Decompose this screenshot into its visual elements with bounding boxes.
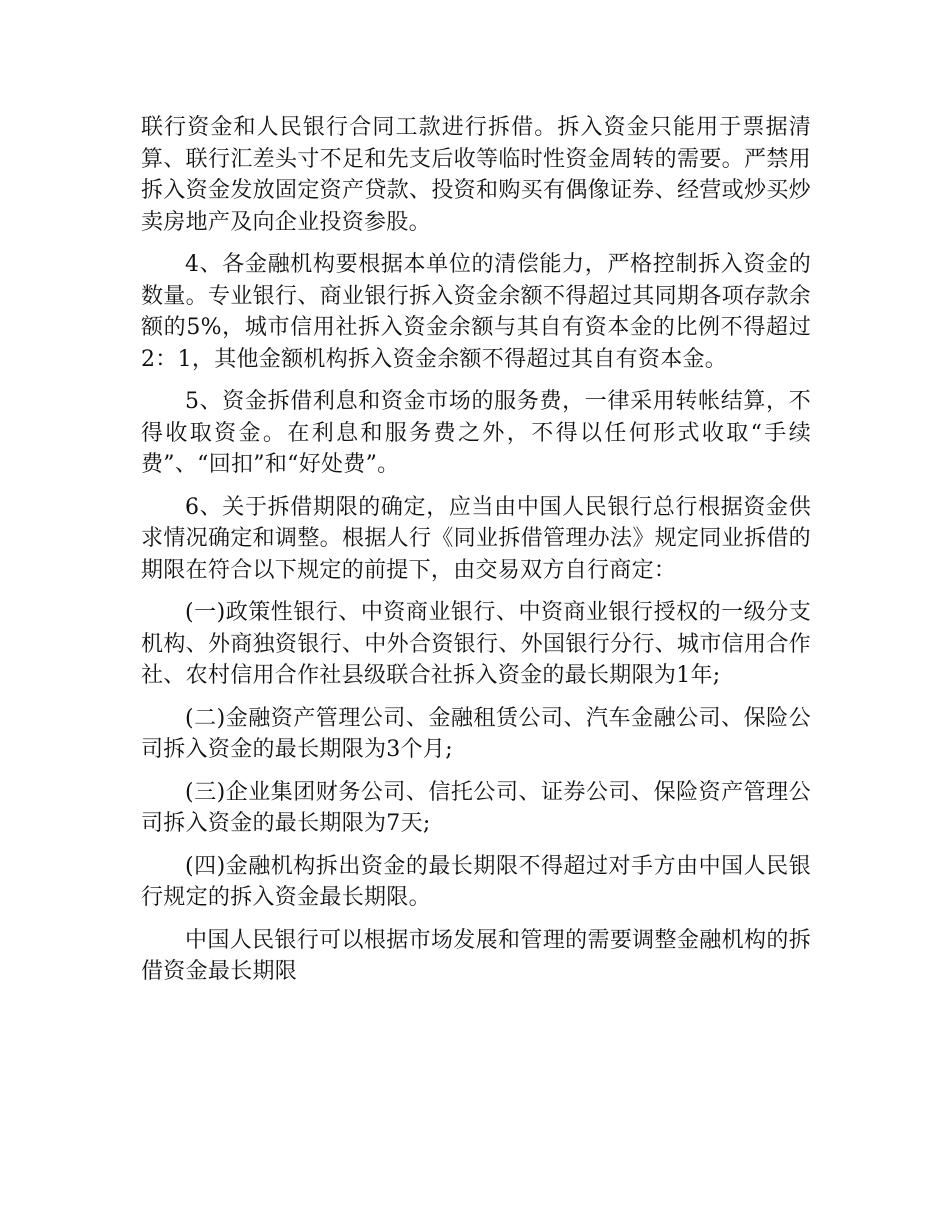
- paragraph-closing: 中国人民银行可以根据市场发展和管理的需要调整金融机构的拆借资金最长期限: [141, 927, 811, 984]
- paragraph-continuation: 联行资金和人民银行合同工款进行拆借。拆入资金只能用于票据清算、联行汇差头寸不足和先支后收等临时性资金周转的需要。严禁用拆入资金发放固定资产贷款、投资和购买有偶像证券、经营或炒买炒卖房地产及向企业投资参股。: [141, 115, 811, 235]
- paragraph-subitem-2: (二)金融资产管理公司、金融租赁公司、汽车金融公司、保险公司拆入资金的最长期限为3个月;: [141, 705, 811, 762]
- paragraph-subitem-1: (一)政策性银行、中资商业银行、中资商业银行授权的一级分支机构、外商独资银行、中外合资银行、外国银行分行、城市信用合作社、农村信用合作社县级联合社拆入资金的最长期限为1年;: [141, 600, 811, 688]
- paragraph-item-5: 5、资金拆借利息和资金市场的服务费，一律采用转帐结算，不得收取资金。在利息和服务费之外，不得以任何形式收取“手续费”、“回扣”和“好处费”。: [141, 389, 811, 477]
- document-body: [141, 112, 811, 999]
- paragraph-subitem-4: (四)金融机构拆出资金的最长期限不得超过对手方由中国人民银行规定的拆入资金最长期限。: [141, 853, 811, 910]
- paragraph-item-6: 6、关于拆借期限的确定，应当由中国人民银行总行根据资金供求情况确定和调整。根据人行《同业拆借管理办法》规定同业拆借的期限在符合以下规定的前提下，由交易双方自行商定：: [141, 494, 811, 583]
- paragraph-item-4: 4、各金融机构要根据本单位的清偿能力，严格控制拆入资金的数量。专业银行、商业银行拆入资金余额不得超过其同期各项存款余额的5%，城市信用社拆入资金余额与其自有资本金的比例不得超过2：1，其他金额机构拆入资金余额不得超过其自有资本金。: [141, 252, 811, 372]
- paragraph-subitem-3: (三)企业集团财务公司、信托公司、证券公司、保险资产管理公司拆入资金的最长期限为7天;: [141, 779, 811, 836]
